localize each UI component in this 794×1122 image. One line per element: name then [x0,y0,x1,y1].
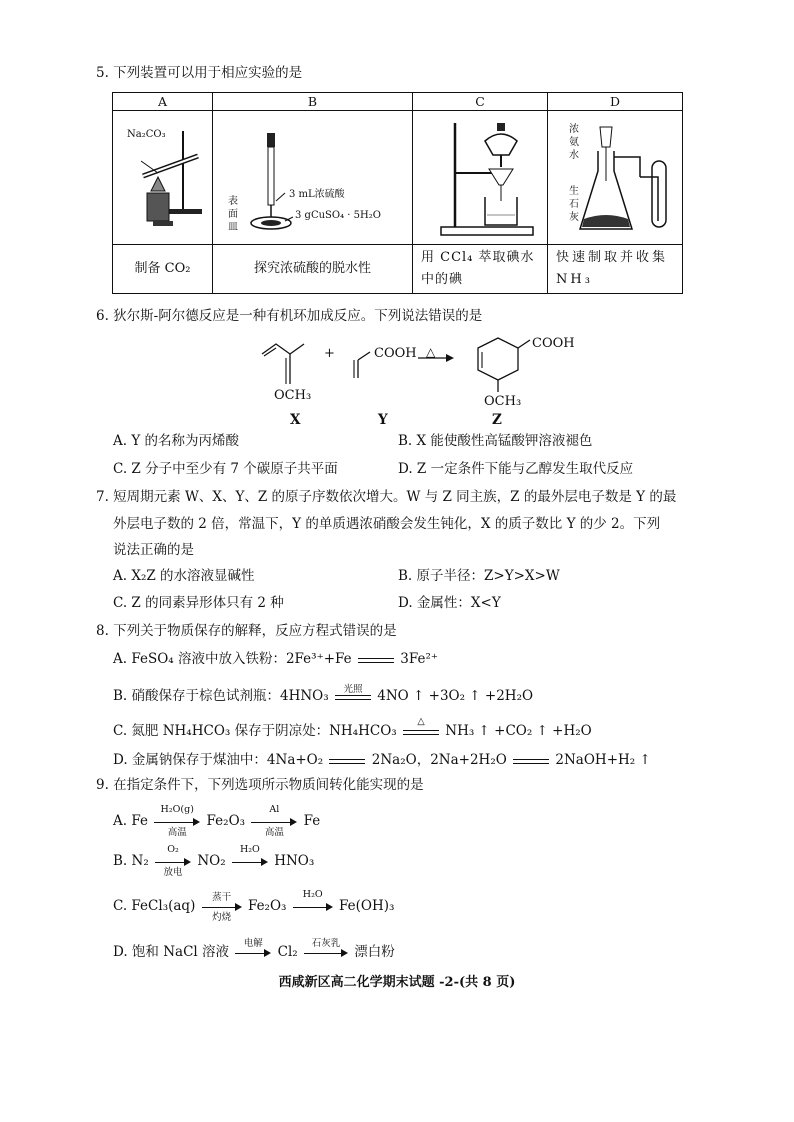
heating-apparatus-drawing [113,111,213,244]
label-cuso4: 3 gCuSO₄ · 5H₂O [295,210,381,221]
apparatus-c-cell [413,111,548,245]
arrow-condition: 灼烧 [212,911,232,923]
arrow-reagent: O₂ [167,843,179,855]
q8c-condition: △ [417,715,425,727]
q9b-end: HNO₃ [274,853,315,869]
q9d-start: D. 饱和 NaCl 溶液 [113,944,230,960]
label-z: Z [492,412,502,428]
arrow-condition: 放电 [163,866,183,878]
reaction-arrow [155,843,191,878]
q8-stem: 8. 下列关于物质保存的解释，反应方程式错误的是 [96,623,397,639]
plus-sign: + [324,346,335,361]
q9b-start: B. N₂ [113,853,149,869]
q6-option-d: D. Z 一定条件下能与乙醇发生取代反应 [398,461,634,477]
q8b-condition: 光照 [343,683,363,695]
q6-stem: 6. 狄尔斯-阿尔德反应是一种有机环加成反应。下列说法错误的是 [96,308,483,324]
q9-option-b [113,843,315,878]
label-y: Y [378,412,388,428]
arrow-reagent: H₂O [239,843,260,855]
q7-stem-3: 说法正确的是 [113,542,194,558]
label-x: X [290,412,301,428]
reaction-arrow [202,891,242,923]
arrow-condition: 高温 [167,826,187,838]
equals-sign [403,715,439,739]
reaction-arrow [235,937,271,960]
arrow-reagent: 石灰乳 [311,937,341,949]
extraction-apparatus-drawing [413,111,548,244]
q8d-right: 2NaOH+H₂ ↑ [555,752,651,768]
q8c-right: NH₃ ↑ +CO₂ ↑ +H₂O [445,723,592,739]
equals-sign [358,653,394,667]
q7-option-a: A. X₂Z 的水溶液显碱性 [113,568,255,584]
page-footer: 西咸新区高二化学期末试题 -2-(共 8 页) [278,975,516,990]
q8a-left: A. FeSO₄ 溶液中放入铁粉：2Fe³⁺+Fe [113,651,352,667]
label-na2co3: Na₂CO₃ [127,129,166,140]
reaction-arrow [232,843,268,869]
apparatus-a-cell [113,111,213,245]
reaction-arrow [293,888,333,914]
equals-sign [329,754,365,768]
q8c-left: C. 氮肥 NH₄HCO₃ 保存于阴凉处：NH₄HCO₃ [113,723,397,739]
caption-a: 制备 CO₂ [113,245,213,294]
header-b: B [213,93,413,111]
z-cooh-label: COOH [532,336,575,351]
q9-option-a [113,803,321,838]
caption-d: 快速制取并收集NH₃ [548,245,683,294]
q9b-middle: NO₂ [197,853,226,869]
q7-option-c: C. Z 的同素异形体只有 2 种 [113,595,284,611]
heat-symbol: △ [426,345,436,359]
q7-stem-1: 7. 短周期元素 W、X、Y、Z 的原子序数依次增大。W 与 Z 同主族，Z 的最外层电子数是 Y 的最 [96,489,677,505]
q9-option-d [113,937,395,960]
q7-stem-2: 外层电子数的 2 倍，常温下，Y 的单质遇浓硝酸会发生钝化，X 的质子数比 Y 的少 2。下列 [113,516,661,532]
arrow-reagent: Al [269,803,280,815]
q9a-middle: Fe₂O₃ [206,813,246,829]
q9c-start: C. FeCl₃(aq) [113,898,196,914]
q8-option-c [113,715,592,739]
q8b-right: 4NO ↑ +3O₂ ↑ +2H₂O [377,688,534,704]
header-c: C [413,93,548,111]
equals-sign [335,683,371,704]
q8-option-d [113,748,651,768]
header-d: D [548,93,683,111]
header-a: A [113,93,213,111]
apparatus-b-cell [213,111,413,245]
arrow-condition: 电解 [243,937,263,949]
label-quicklime: 生石灰 [569,186,579,223]
q6-option-a: A. Y 的名称为丙烯酸 [113,433,240,449]
dehydration-apparatus-drawing [213,111,413,244]
q9d-middle: Cl₂ [277,944,298,960]
apparatus-d-cell [548,111,683,245]
q8-option-b [113,684,533,704]
label-conc-sulfuric: 3 mL浓硫酸 [289,189,345,200]
y-cooh-label: COOH [374,346,417,361]
q8d-mid: 2Na₂O，2Na+2H₂O [371,752,507,768]
reaction-arrow [154,803,200,838]
q9c-middle: Fe₂O₃ [247,898,287,914]
z-och3-label: OCH₃ [484,394,522,409]
q7-option-d: D. 金属性：X<Y [398,595,501,611]
ammonia-apparatus-drawing [548,111,683,244]
q6-option-b: B. X 能使酸性高锰酸钾溶液褪色 [398,433,593,449]
q8a-right: 3Fe²⁺ [400,651,438,667]
q8-option-a [113,647,438,667]
label-ammonia: 浓氨水 [569,124,579,161]
label-watch-glass: 表面皿 [228,196,238,233]
arrow-reagent: 蒸干 [212,891,232,903]
q9-option-c [113,888,395,923]
q6-option-c: C. Z 分子中至少有 7 个碳原子共平面 [113,461,338,477]
q5-stem: 5. 下列装置可以用于相应实验的是 [96,65,303,81]
x-och3-label: OCH₃ [274,388,312,403]
q7-option-b: B. 原子半径：Z>Y>X>W [398,568,560,584]
apparatus-table [112,92,683,294]
q9a-start: A. Fe [113,813,148,829]
q8b-left: B. 硝酸保存于棕色试剂瓶：4HNO₃ [113,688,329,704]
equals-sign [513,754,549,768]
reaction-arrow [251,803,297,838]
arrow-condition: 高温 [264,826,284,838]
arrow-reagent: H₂O [302,888,323,900]
q8d-left: D. 金属钠保存于煤油中：4Na+O₂ [113,752,324,768]
q9-stem: 9. 在指定条件下，下列选项所示物质间转化能实现的是 [96,777,424,793]
caption-b: 探究浓硫酸的脱水性 [213,245,413,294]
q9d-end: 漂白粉 [354,944,395,960]
q9a-end: Fe [303,813,321,829]
reaction-arrow [304,937,348,960]
arrow-reagent: H₂O(g) [160,803,194,815]
q9c-end: Fe(OH)₃ [339,898,395,914]
caption-c: 用 CCl₄ 萃取碘水中的碘 [413,245,548,294]
